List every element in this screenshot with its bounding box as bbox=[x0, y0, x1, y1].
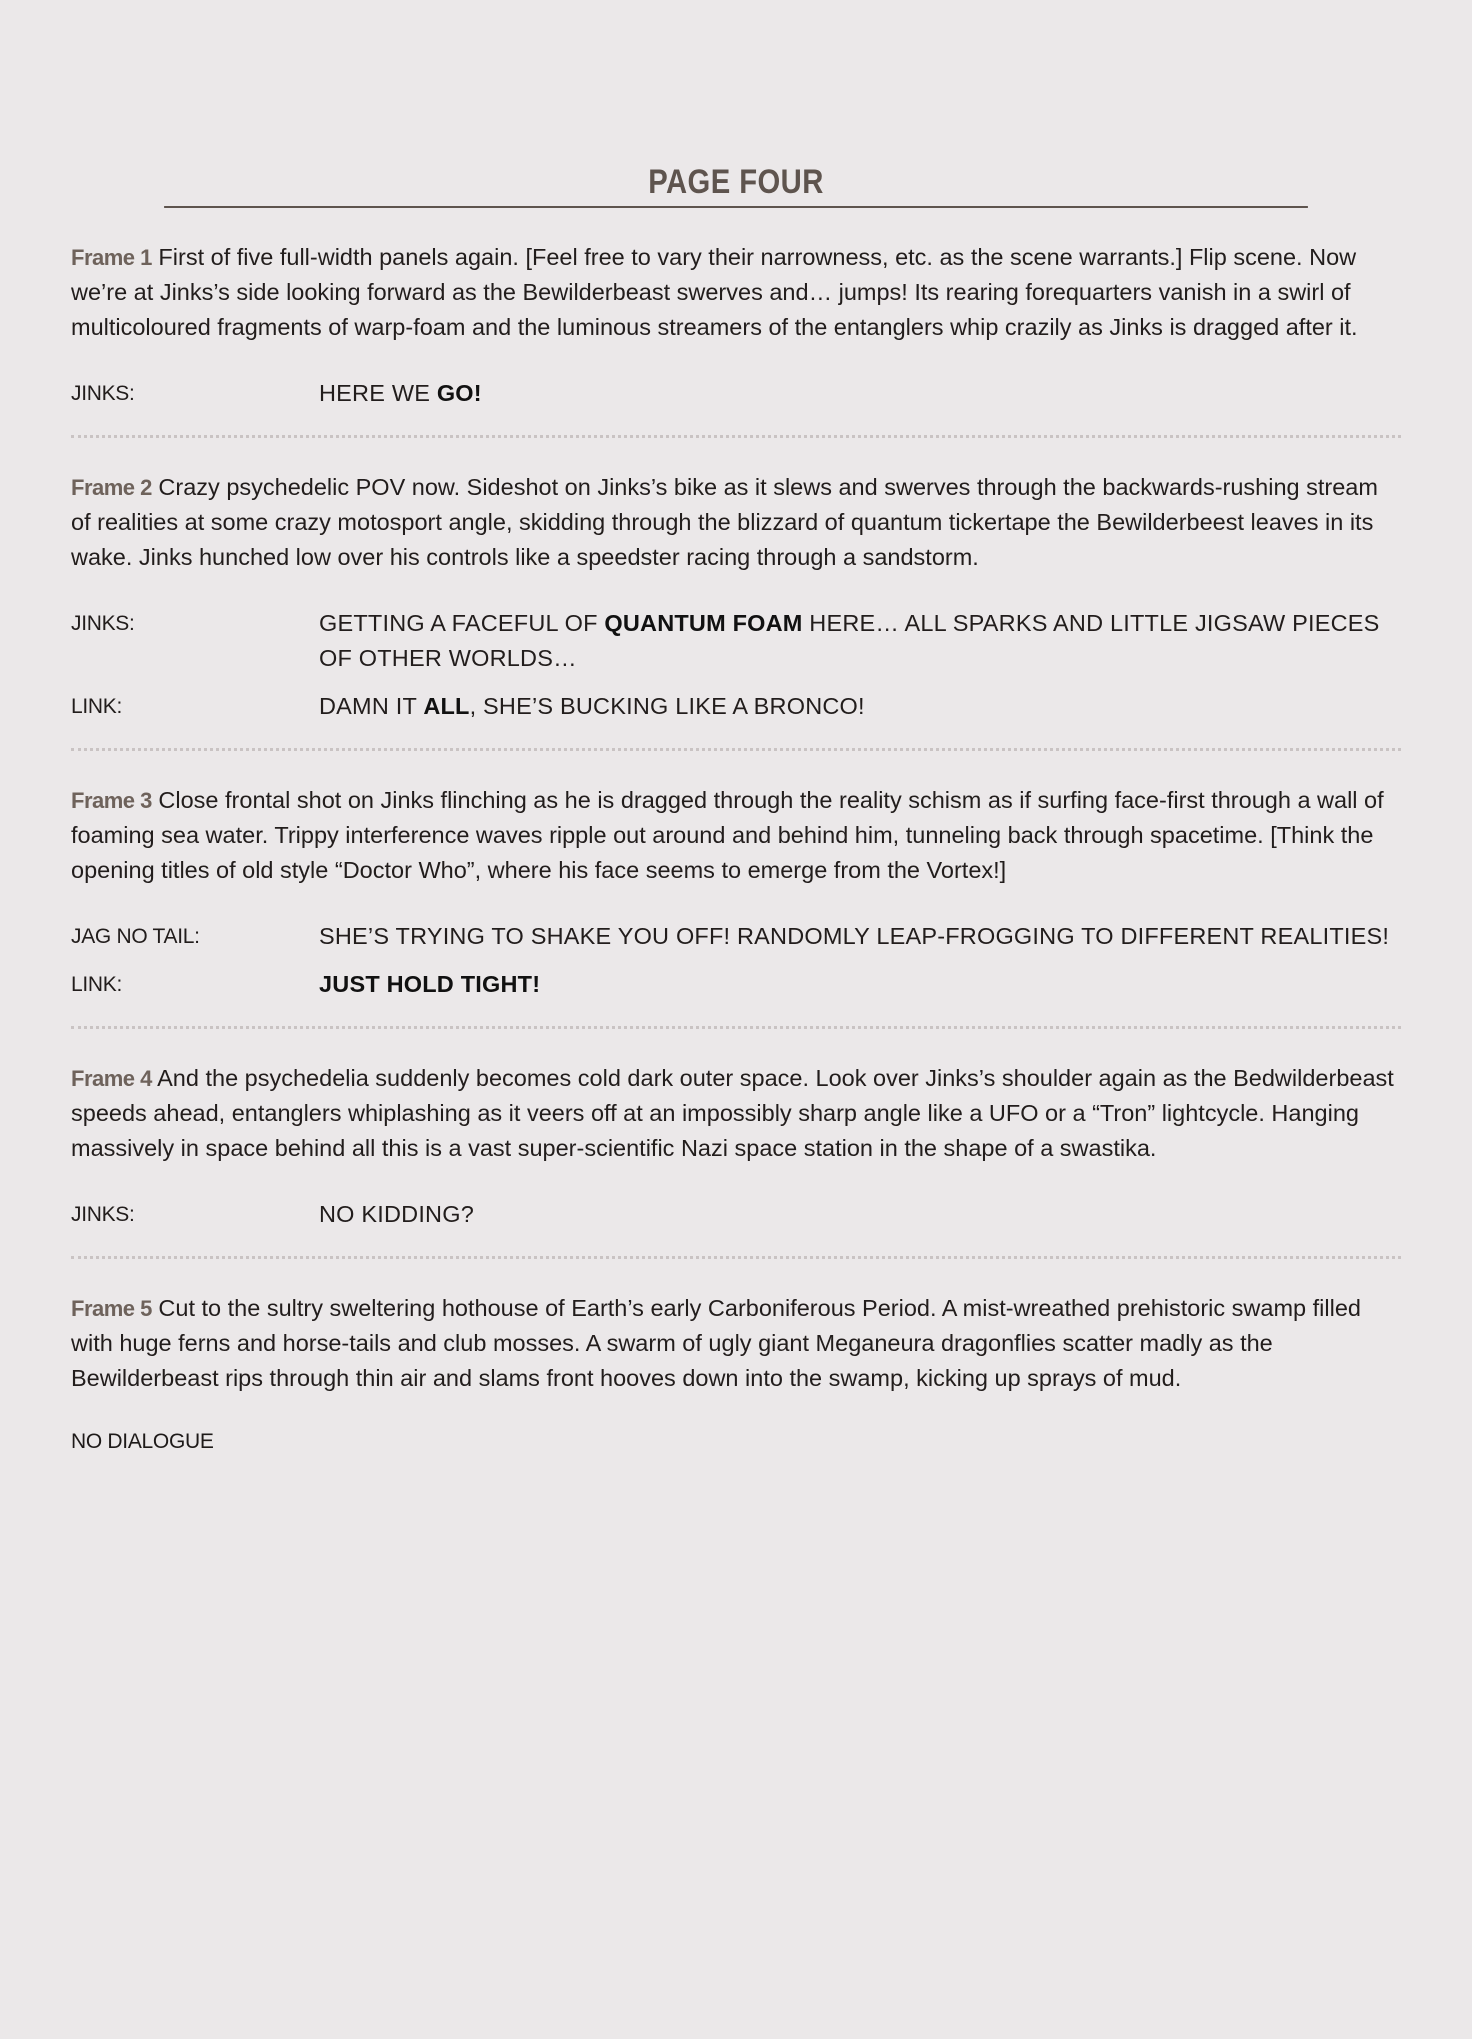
dialogue-block bbox=[71, 376, 1401, 411]
dialogue-block bbox=[71, 1197, 1401, 1232]
frame-5 bbox=[71, 1259, 1401, 1459]
frame-description-text: First of five full-width panels again. [Feel free to vary their narrowness, etc. as the scene warrants.] Flip scene. Now we’re at Jinks’s side looking forward as the Bewilderbeast swerves and… jumps! Its rearing forequarters vanish in a swirl of multicoloured fragments of warp-foam and the luminous streamers of the entanglers whip crazily as Jinks is dragged after it. bbox=[71, 244, 1358, 340]
speech-text bbox=[319, 606, 1401, 676]
frame-description bbox=[71, 240, 1401, 345]
speaker-name: JINKS: bbox=[71, 612, 135, 635]
dialogue-block bbox=[71, 919, 1401, 1002]
frame-label: Frame 3 bbox=[71, 788, 152, 813]
dialogue-block bbox=[71, 606, 1401, 724]
speech-part: HERE WE bbox=[319, 380, 437, 406]
speaker-name: JINKS: bbox=[71, 382, 135, 405]
frame-1 bbox=[71, 208, 1401, 411]
dialogue-line bbox=[71, 376, 1401, 411]
frames-container bbox=[71, 208, 1401, 1459]
frame-description bbox=[71, 1291, 1401, 1396]
frame-label: Frame 4 bbox=[71, 1066, 152, 1091]
dialogue-line bbox=[71, 919, 1401, 954]
frame-label: Frame 5 bbox=[71, 1296, 152, 1321]
frame-2 bbox=[71, 438, 1401, 724]
speech-text bbox=[319, 376, 1401, 411]
speaker-name: JINKS: bbox=[71, 1203, 135, 1226]
speech-emphasis: ALL bbox=[423, 693, 470, 719]
speech-emphasis: GO! bbox=[436, 380, 482, 406]
page-title: PAGE FOUR bbox=[164, 160, 1308, 208]
frame-description-text: Cut to the sultry sweltering hothouse of Earth’s early Carboniferous Period. A mist-wreathed prehistoric swamp filled with huge ferns and horse-tails and club mosses. A swarm of ugly giant Meganeura dragonflies scatter madly as the Bewilderbeast rips through thin air and slams front hooves down into the swamp, kicking up sprays of mud. bbox=[71, 1295, 1361, 1391]
frame-description bbox=[71, 783, 1401, 888]
frame-description bbox=[71, 470, 1401, 575]
speech-text bbox=[319, 1197, 1401, 1232]
speech-text bbox=[319, 967, 1401, 1002]
frame-3 bbox=[71, 751, 1401, 1002]
speaker-name: LINK: bbox=[71, 695, 123, 718]
frame-label: Frame 2 bbox=[71, 475, 152, 500]
dialogue-line bbox=[71, 689, 1401, 724]
speech-emphasis: JUST HOLD TIGHT! bbox=[319, 971, 541, 997]
speech-part: NO KIDDING? bbox=[319, 1201, 474, 1227]
speaker-name: LINK: bbox=[71, 973, 123, 996]
speech-emphasis: QUANTUM FOAM bbox=[604, 610, 803, 636]
frame-label: Frame 1 bbox=[71, 245, 152, 270]
speech-part: , SHE’S BUCKING LIKE A BRONCO! bbox=[469, 693, 865, 719]
dialogue-line bbox=[71, 606, 1401, 676]
frame-description bbox=[71, 1061, 1401, 1166]
speech-part: DAMN IT bbox=[319, 693, 424, 719]
frame-description-text: And the psychedelia suddenly becomes cold dark outer space. Look over Jinks’s shoulder again as the Bedwilderbeast speeds ahead, entanglers whiplashing as it veers off at an impossibly sharp angle like a UFO or a “Tron” lightcycle. Hanging massively in space behind all this is a vast super-scientific Nazi space station in the shape of a swastika. bbox=[71, 1065, 1394, 1161]
frame-description-text: Close frontal shot on Jinks flinching as he is dragged through the reality schism as if surfing face-first through a wall of foaming sea water. Trippy interference waves ripple out around and behind him, tunneling back through spacetime. [Think the opening titles of old style “Doctor Who”, where his face seems to emerge from the Vortex!] bbox=[71, 787, 1384, 883]
frame-4 bbox=[71, 1029, 1401, 1232]
speaker-name: JAG NO TAIL: bbox=[71, 925, 200, 948]
speech-text bbox=[319, 919, 1401, 954]
speech-part: SHE’S TRYING TO SHAKE YOU OFF! RANDOMLY LEAP-FROGGING TO DIFFERENT REALITIES! bbox=[319, 923, 1390, 949]
speech-text bbox=[319, 689, 1401, 724]
dialogue-line bbox=[71, 967, 1401, 1002]
speech-part: GETTING A FACEFUL OF bbox=[319, 610, 605, 636]
speech-part: HERE… ALL SPARKS AND LITTLE JIGSAW PIECES OF OTHER WORLDS… bbox=[319, 610, 1380, 671]
script-page bbox=[71, 160, 1401, 1459]
frame-description-text: Crazy psychedelic POV now. Sideshot on Jinks’s bike as it slews and swerves through the backwards-rushing stream of realities at some crazy motosport angle, skidding through the blizzard of quantum tickertape the Bewilderbeest leaves in its wake. Jinks hunched low over his controls like a speedster racing through a sandstorm. bbox=[71, 474, 1378, 570]
no-dialogue-label: NO DIALOGUE bbox=[71, 1430, 214, 1453]
dialogue-line bbox=[71, 1197, 1401, 1232]
